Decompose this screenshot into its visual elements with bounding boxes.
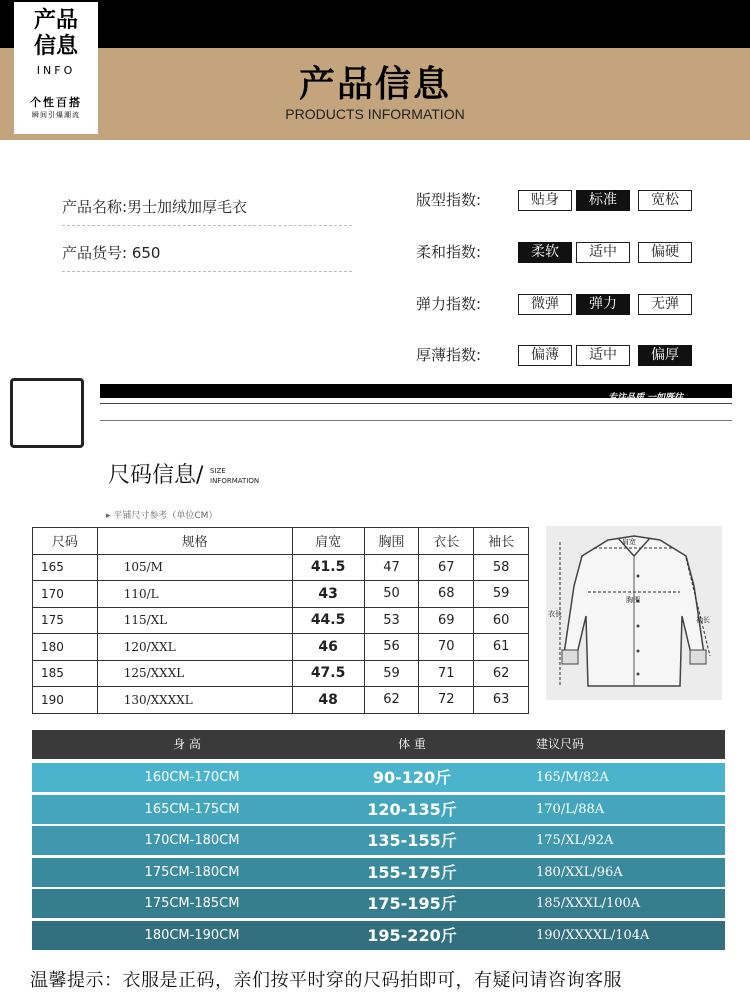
- logo-tag: 个性百搭: [30, 96, 82, 109]
- index-option: 柔软: [518, 242, 572, 263]
- size-col-header: 袖长: [474, 528, 529, 555]
- rec-weight: 90-120斤: [372, 768, 452, 787]
- table-cell: 165: [33, 554, 98, 581]
- rec-row: [32, 763, 725, 792]
- header-black-band: [0, 0, 750, 48]
- table-cell: 72: [419, 687, 474, 714]
- rec-weight: 120-135斤: [367, 799, 457, 819]
- rec-row: [32, 921, 725, 950]
- table-cell: 53: [364, 607, 419, 634]
- table-cell: 46: [292, 634, 364, 661]
- table-row: [33, 581, 529, 608]
- page-subtitle: PRODUCTS INFORMATION: [285, 106, 465, 122]
- index-option: 微弹: [518, 294, 572, 315]
- rec-height: 180CM-190CM: [144, 927, 240, 943]
- size-col-header: 尺码: [33, 528, 98, 555]
- index-option: 弹力: [576, 294, 630, 315]
- table-cell: 130/XXXXL: [97, 687, 292, 714]
- size-section-title: 尺码信息/: [108, 463, 204, 488]
- rec-table-header: [32, 730, 725, 759]
- table-cell: 105/M: [97, 554, 292, 581]
- logo-title: 产品 信息: [33, 8, 78, 59]
- table-cell: 170: [33, 581, 98, 608]
- table-cell: 190: [33, 687, 98, 714]
- rec-weight: 135-155斤: [367, 831, 457, 850]
- table-row: [33, 687, 529, 714]
- table-cell: 61: [474, 634, 529, 661]
- logo: [14, 2, 98, 134]
- rec-height: 170CM-180CM: [144, 833, 240, 848]
- index-label: 厚薄指数:: [416, 346, 482, 364]
- table-row: [33, 660, 529, 687]
- table-cell: 44.5: [292, 607, 364, 634]
- table-cell: 47.5: [292, 660, 364, 687]
- table-cell: 125/XXXL: [97, 660, 292, 687]
- size-col-header: 肩宽: [292, 528, 364, 555]
- table-cell: 59: [474, 581, 529, 608]
- table-cell: 43: [292, 581, 364, 608]
- index-option: 偏硬: [638, 242, 692, 263]
- rec-height: 165CM-175CM: [144, 801, 240, 817]
- table-cell: 120/XXL: [97, 634, 292, 661]
- chest-label: 胸围: [626, 596, 640, 604]
- rec-row: [32, 889, 725, 918]
- rec-head-weight: 体 重: [398, 737, 426, 751]
- size-table-header: [33, 528, 529, 555]
- table-cell: 110/L: [97, 581, 292, 608]
- table-cell: 59: [364, 660, 419, 687]
- table-row: [33, 634, 529, 661]
- product-name: 产品名称:男士加绒加厚毛衣: [62, 196, 352, 226]
- tip-text: 温馨提示：衣服是正码，亲们按平时穿的尺码拍即可，有疑问请咨询客服: [30, 970, 622, 991]
- rec-head-size: 建议尺码: [536, 737, 585, 751]
- size-col-header: 衣长: [419, 528, 474, 555]
- index-option: 无弹: [638, 294, 692, 315]
- table-cell: 115/XL: [97, 607, 292, 634]
- table-cell: 48: [292, 687, 364, 714]
- table-cell: 68: [419, 581, 474, 608]
- index-option: 标准: [576, 190, 630, 211]
- table-cell: 62: [474, 660, 529, 687]
- table-cell: 56: [364, 634, 419, 661]
- table-cell: 180: [33, 634, 98, 661]
- index-option: 适中: [576, 242, 630, 263]
- rec-head-height: 身 高: [173, 737, 201, 751]
- table-cell: 60: [474, 607, 529, 634]
- index-label: 版型指数:: [416, 191, 482, 209]
- slogan: 专注品质 一如既往: [608, 393, 684, 403]
- logo-tag-sub: 瞬间引爆潮流: [32, 111, 80, 119]
- page-title: 产品信息: [298, 64, 451, 105]
- rec-row: [32, 858, 725, 887]
- index-option: 偏薄: [518, 345, 572, 366]
- size-sub-line2: INFORMATION: [210, 477, 260, 485]
- rec-height: 160CM-170CM: [144, 770, 240, 785]
- rec-size: 190/XXXXL/104A: [536, 927, 650, 943]
- table-cell: 71: [419, 660, 474, 687]
- index-option: 适中: [576, 345, 630, 366]
- table-cell: 63: [474, 687, 529, 714]
- table-cell: 47: [364, 554, 419, 581]
- shoulder-label: 肩宽: [622, 538, 636, 546]
- rec-size: 185/XXXL/100A: [536, 896, 641, 911]
- size-col-header: 胸围: [364, 528, 419, 555]
- rec-weight: 195-220斤: [367, 925, 457, 945]
- table-cell: 67: [419, 554, 474, 581]
- rec-size: 165/M/82A: [536, 770, 609, 785]
- rec-height: 175CM-180CM: [144, 864, 240, 880]
- shirt-icon: [546, 526, 722, 700]
- logo-sub: INFO: [36, 64, 76, 77]
- rec-weight: 175-195斤: [367, 894, 457, 913]
- table-cell: 70: [419, 634, 474, 661]
- length-label: 衣长: [548, 610, 562, 618]
- table-cell: 41.5: [292, 554, 364, 581]
- sleeve-label: 袖长: [696, 616, 710, 624]
- index-option: 偏厚: [638, 345, 692, 366]
- table-cell: 58: [474, 554, 529, 581]
- size-sub-line1: SIZE: [210, 467, 226, 475]
- rec-size: 170/L/88A: [536, 801, 605, 817]
- rec-size: 180/XXL/96A: [536, 864, 623, 880]
- size-section-subtitle: [210, 466, 259, 486]
- rec-row: [32, 795, 725, 824]
- frame-decoration: [10, 378, 84, 448]
- rec-height: 175CM-185CM: [144, 896, 240, 911]
- table-cell: 185: [33, 660, 98, 687]
- size-note: ▸ 平铺尺寸参考（单位CM）: [106, 511, 218, 521]
- size-col-header: 规格: [97, 528, 292, 555]
- product-code: 产品货号: 650: [62, 242, 352, 272]
- rec-row: [32, 826, 725, 855]
- index-option: 宽松: [638, 190, 692, 211]
- table-cell: 50: [364, 581, 419, 608]
- rec-weight: 155-175斤: [367, 862, 457, 882]
- rec-size: 175/XL/92A: [536, 833, 614, 848]
- table-row: [33, 554, 529, 581]
- index-label: 柔和指数:: [416, 243, 482, 261]
- size-table: [32, 527, 529, 714]
- table-row: [33, 607, 529, 634]
- table-cell: 69: [419, 607, 474, 634]
- index-option: 贴身: [518, 190, 572, 211]
- table-cell: 62: [364, 687, 419, 714]
- index-label: 弹力指数:: [416, 295, 482, 313]
- divider-line: [100, 403, 732, 404]
- table-cell: 175: [33, 607, 98, 634]
- divider-line: [100, 420, 732, 421]
- shirt-measure-illustration: [546, 526, 722, 700]
